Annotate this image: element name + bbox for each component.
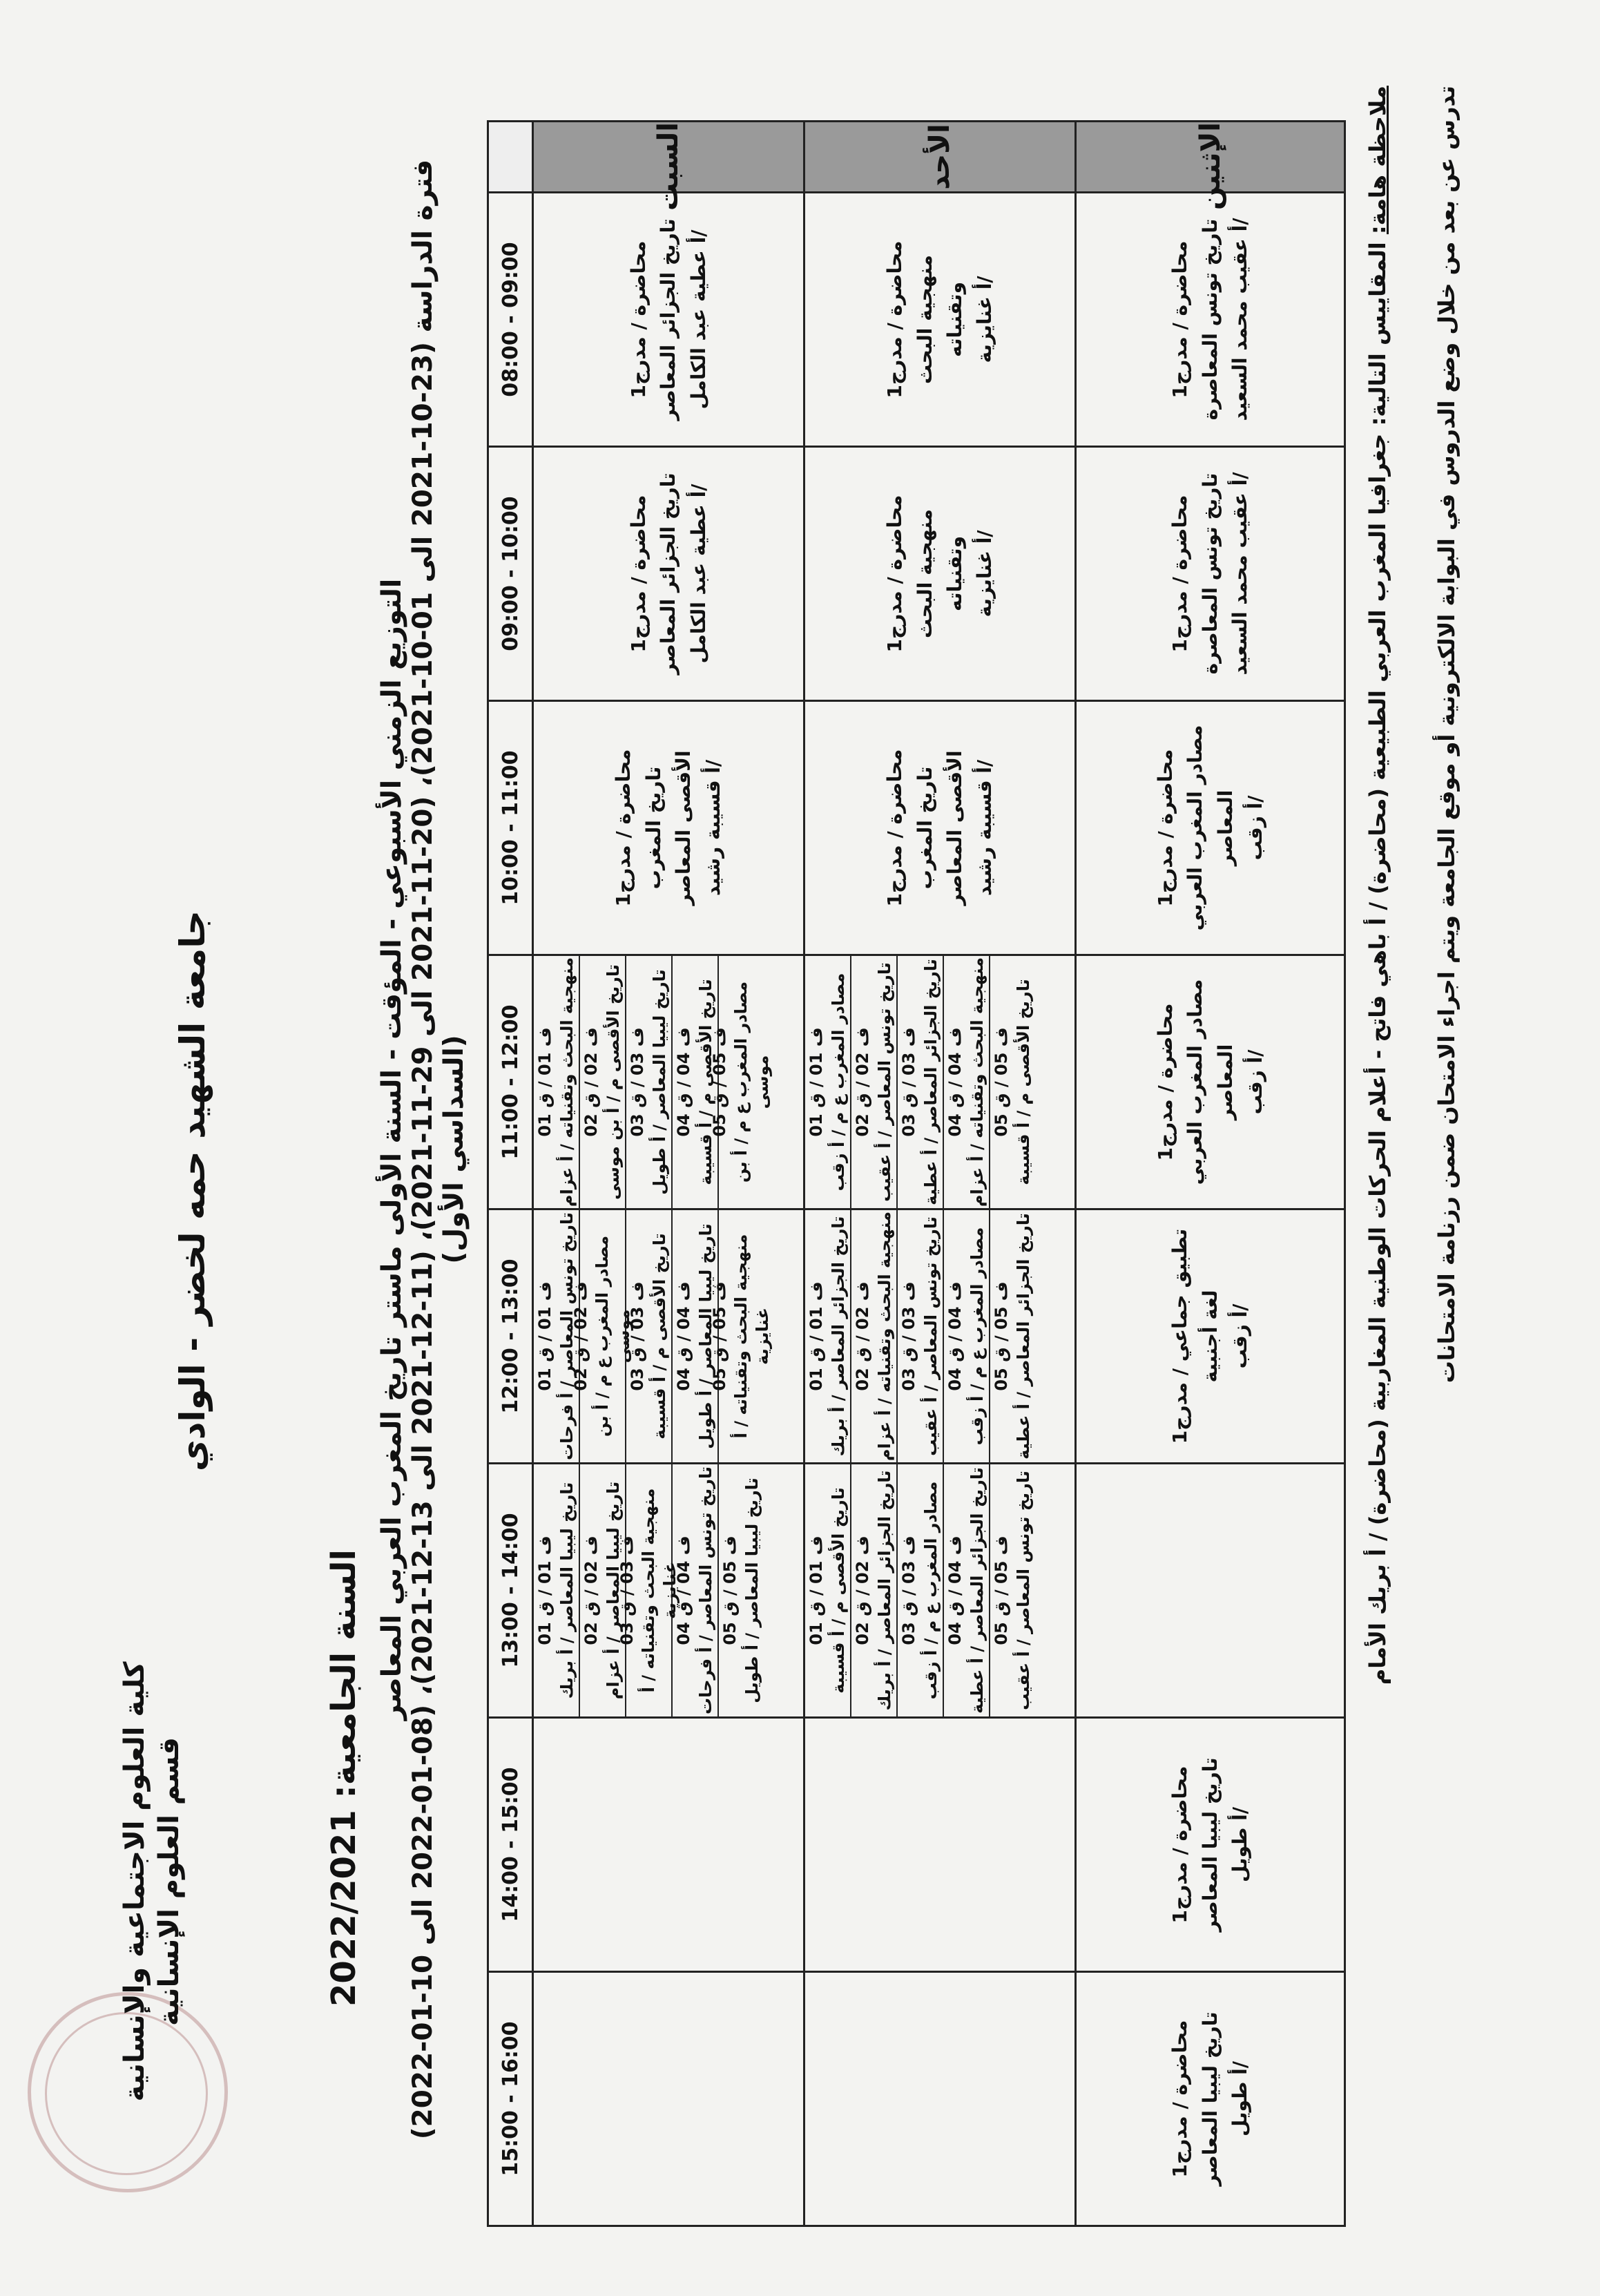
session-line: تاريخ المغرب bbox=[913, 766, 936, 890]
group-module: تاريخ تونس المعاصر / أ فرحات bbox=[557, 1212, 577, 1460]
session-line: محاضرة / مدرج1 bbox=[1153, 1003, 1177, 1161]
time-slot: 14:00 - 15:00 bbox=[488, 1718, 533, 1972]
group-module: تاريخ ليبيا المعاصر / أ طويل bbox=[649, 969, 669, 1195]
group-list bbox=[534, 1464, 803, 1716]
session-line: /أ عطية عبد الكامل bbox=[686, 229, 710, 410]
group-module: تاريخ الجزائر المعاصر / أ بريك bbox=[828, 1216, 848, 1457]
session-cell bbox=[1076, 955, 1345, 1209]
time-slot: 13:00 - 14:00 bbox=[488, 1464, 533, 1718]
group-module: تاريخ الأقصى م / أ بن موسى bbox=[603, 964, 623, 1200]
group-room: ف 01 / ق 01 bbox=[535, 1536, 555, 1645]
group-room: ف 01 / ق 01 bbox=[535, 1281, 555, 1391]
empty-cell bbox=[533, 1972, 804, 2226]
groups-cell bbox=[804, 1464, 1076, 1718]
group-entry bbox=[851, 1210, 898, 1462]
group-module: تاريخ ليبيا المعاصر / أ عزام bbox=[603, 1481, 623, 1700]
group-list bbox=[534, 956, 803, 1208]
session-line: الأقصى المعاصر bbox=[943, 750, 966, 906]
group-entry bbox=[898, 1210, 944, 1462]
session-cell bbox=[1076, 701, 1345, 955]
group-module: تاريخ الجزائر المعاصر / أ عطية bbox=[921, 959, 941, 1205]
empty-cell bbox=[804, 1972, 1076, 2226]
group-module: مصادر المغرب ع م / أ زقب bbox=[828, 973, 848, 1192]
empty-cell bbox=[804, 1718, 1076, 1972]
session-line: مصادر المغرب العربي المعاصر bbox=[1184, 979, 1237, 1185]
group-module: تاريخ ليبيا المعاصر / أ طويل bbox=[695, 1223, 715, 1449]
group-room: ف 03 / ق 03 bbox=[628, 1281, 648, 1391]
group-module: تاريخ تونس المعاصر / أ فرحات bbox=[695, 1466, 715, 1714]
group-entry bbox=[617, 1464, 680, 1716]
session-cell bbox=[1076, 1209, 1345, 1464]
session-cell bbox=[804, 701, 1076, 955]
time-slot: 09:00 - 10:00 bbox=[488, 447, 533, 701]
time-slot: 10:00 - 11:00 bbox=[488, 701, 533, 955]
group-entry bbox=[580, 956, 626, 1208]
group-room: ف 04 / ق 04 bbox=[674, 1281, 694, 1391]
faculty-department bbox=[117, 1571, 186, 2192]
group-module: تاريخ تونس المعاصر / أ عقيب bbox=[921, 1216, 941, 1456]
session-line: الأقصى المعاصر bbox=[672, 750, 695, 906]
group-module: تاريخ الأقصى م / أ قسيبة bbox=[695, 979, 715, 1185]
group-module: مصادر المغرب ع م / أ زقب bbox=[921, 1481, 941, 1700]
session-cell bbox=[1076, 1718, 1345, 1972]
session-line: محاضرة / مدرج1 bbox=[612, 749, 635, 907]
groups-cell bbox=[533, 1464, 804, 1718]
group-module: تاريخ الأقصى م / أ قسيبة bbox=[1013, 979, 1033, 1185]
group-entry bbox=[673, 1464, 719, 1716]
session-line: محاضرة / مدرج1 bbox=[1153, 749, 1177, 907]
group-module: مصادر المغرب ع م / أ زقب bbox=[967, 1227, 987, 1446]
time-slot: 11:00 - 12:00 bbox=[488, 955, 533, 1209]
session-line: /أ غنايزية bbox=[973, 276, 996, 363]
group-entry bbox=[944, 1210, 990, 1462]
session-line: تاريخ تونس المعاصرة bbox=[1198, 218, 1222, 421]
group-list bbox=[805, 1210, 1074, 1462]
groups-cell bbox=[533, 1209, 804, 1464]
time-slot: 08:00 - 09:00 bbox=[488, 193, 533, 447]
timetable-body bbox=[533, 122, 1345, 2226]
session-line: /أ غنايزية bbox=[973, 530, 996, 618]
faculty-name: كلية العلوم الاجتماعية والإنسانية bbox=[119, 1661, 151, 2102]
group-entry bbox=[534, 956, 580, 1208]
day-row bbox=[804, 122, 1076, 2226]
group-room: ف 02 / ق 02 bbox=[581, 1536, 601, 1645]
session-line: تاريخ ليبيا المعاصر bbox=[1198, 2011, 1222, 2186]
session-line: /أ طويل bbox=[1228, 1807, 1252, 1883]
group-module: تاريخ الأقصى م / أ قسيبة bbox=[828, 1487, 848, 1694]
group-module: تاريخ ليبيا المعاصر / أ طويل bbox=[742, 1477, 762, 1703]
group-module: منهجية البحث وتقنياته / أ عزام bbox=[967, 957, 987, 1207]
session-cell bbox=[1076, 1972, 1345, 2226]
group-room: ف 04 / ق 04 bbox=[945, 1281, 965, 1391]
group-entry bbox=[944, 1464, 990, 1716]
group-room: ف 03 / ق 03 bbox=[899, 1536, 919, 1645]
schedule-title bbox=[376, 99, 470, 2199]
groups-cell bbox=[804, 1209, 1076, 1464]
group-room: ف 04 / ق 04 bbox=[945, 1536, 965, 1645]
session-line: تاريخ المغرب bbox=[642, 766, 665, 890]
group-module: منهجية البحث وتقنياته / أ غنايزية bbox=[731, 1234, 773, 1439]
groups-cell bbox=[533, 955, 804, 1209]
day-label: السبت bbox=[533, 122, 804, 193]
group-module: تاريخ الأقصى م / أ قسيبة bbox=[649, 1233, 669, 1439]
session-line: وتقنياته bbox=[943, 282, 966, 357]
group-entry bbox=[626, 956, 673, 1208]
group-entry bbox=[898, 956, 944, 1208]
day-row bbox=[1076, 122, 1345, 2226]
session-line: /أ عقيب محمد السعيد bbox=[1228, 218, 1252, 421]
group-entry bbox=[990, 956, 1035, 1208]
group-entry bbox=[534, 1464, 580, 1716]
session-line: تاريخ تونس المعاصرة bbox=[1198, 472, 1222, 675]
group-entry bbox=[805, 956, 851, 1208]
session-line: محاضرة / مدرج1 bbox=[883, 495, 907, 653]
session-line: تاريخ ليبيا المعاصر bbox=[1198, 1757, 1222, 1932]
group-module: منهجية البحث وتقنياته / أ عزام bbox=[874, 1211, 894, 1462]
session-line: /أ زقب bbox=[1243, 1049, 1266, 1115]
group-room: ف 04 / ق 04 bbox=[674, 1536, 694, 1645]
session-cell bbox=[1076, 193, 1345, 447]
session-line: /أ عطية عبد الكامل bbox=[686, 484, 710, 664]
session-line: /أ عقيب محمد السعيد bbox=[1228, 472, 1252, 676]
session-line: /أ قسيبة رشيد bbox=[973, 759, 996, 897]
group-entry bbox=[719, 1464, 764, 1716]
session-line: /أ طويل bbox=[1228, 2061, 1252, 2137]
group-room: ف 02 / ق 02 bbox=[853, 1281, 873, 1391]
group-entry bbox=[990, 1464, 1035, 1716]
group-entry bbox=[851, 1464, 898, 1716]
important-note-2 bbox=[1429, 86, 1465, 2192]
session-line: منهجية البحث bbox=[913, 255, 936, 384]
session-line: لغة أجنبية bbox=[1198, 1290, 1222, 1383]
session-line: محاضرة / مدرج1 bbox=[1168, 495, 1192, 653]
group-module: منهجية البحث وتقنياته / أ غنايزية bbox=[638, 1488, 680, 1693]
day-row bbox=[533, 122, 804, 2226]
semester-label: (السداسي الأول) bbox=[438, 1035, 470, 1264]
group-entry bbox=[626, 1210, 673, 1462]
group-module: تاريخ تونس المعاصر / أ عقيب bbox=[1013, 1471, 1033, 1710]
time-slot: 12:00 - 13:00 bbox=[488, 1209, 533, 1464]
note-label: ملاحظة هامة: bbox=[1365, 86, 1391, 235]
group-room: ف 05 / ق 05 bbox=[992, 1027, 1012, 1137]
group-list bbox=[805, 1464, 1074, 1716]
session-line: مصادر المغرب العربي bbox=[1184, 725, 1207, 931]
group-room: ف 03 / ق 03 bbox=[617, 1536, 637, 1645]
group-room: ف 02 / ق 02 bbox=[853, 1536, 873, 1645]
session-cell bbox=[804, 447, 1076, 701]
time-header-row bbox=[488, 122, 533, 2226]
university-name: جامعة الشهيد حمه لخضر - الوادي bbox=[173, 910, 213, 1472]
session-line: تطبيق جماعي / مدرج1 bbox=[1168, 1228, 1192, 1444]
department-name: قسم العلوم الإنسانية bbox=[153, 1737, 185, 2026]
session-line: محاضرة / مدرج1 bbox=[1168, 240, 1192, 399]
session-line: محاضرة / مدرج1 bbox=[626, 495, 650, 653]
session-cell bbox=[533, 193, 804, 447]
group-entry bbox=[851, 956, 898, 1208]
group-room: ف 03 / ق 03 bbox=[899, 1027, 919, 1137]
group-module: منهجية البحث وتقنياته / أ عزام bbox=[557, 957, 577, 1207]
group-room: ف 04 / ق 04 bbox=[674, 1027, 694, 1137]
group-list bbox=[805, 956, 1074, 1208]
group-entry bbox=[805, 1464, 851, 1716]
group-room: ف 05 / ق 05 bbox=[709, 1281, 729, 1391]
time-slot: 15:00 - 16:00 bbox=[488, 1972, 533, 2226]
group-entry bbox=[709, 956, 773, 1208]
title-line: التوزيع الزمني الأسبوعي - المؤقت - السنة الأولى ماستر تاريخ المغرب العربي المعاصر bbox=[376, 578, 407, 1721]
group-room: ف 05 / ق 05 bbox=[709, 1027, 729, 1137]
session-line: محاضرة / مدرج1 bbox=[883, 749, 907, 907]
period-line: فترة الدراسة (23-10-2021 الى 01-10-2021)، (20-11-2021 الى 29-11-2021)، (11-12-2021 الى 13-12-2021)، (08-01-2022 الى 10-01-2022) bbox=[407, 159, 438, 2140]
day-label: الإثنين bbox=[1076, 122, 1345, 193]
note-line-2: تدرس عن بعد من خلال وضع الدروس في البوابة الالكترونية أو موقع الجامعة ويتم اجراء الامتحان ضمن رزنامة الامتحانات bbox=[1434, 86, 1460, 1384]
session-line: /أ قسيبة رشيد bbox=[702, 759, 725, 897]
session-line: وتقنياته bbox=[943, 536, 966, 611]
group-room: ف 02 / ق 02 bbox=[853, 1027, 873, 1137]
day-label: الأحد bbox=[804, 122, 1076, 193]
group-entry bbox=[990, 1210, 1035, 1462]
empty-cell bbox=[1076, 1464, 1345, 1718]
group-room: ف 05 / ق 05 bbox=[720, 1536, 740, 1645]
session-line: /أ زقب bbox=[1228, 1303, 1252, 1369]
group-room: ف 03 / ق 03 bbox=[628, 1027, 648, 1137]
session-cell bbox=[1076, 447, 1345, 701]
session-cell bbox=[533, 447, 804, 701]
group-room: ف 03 / ق 03 bbox=[899, 1281, 919, 1391]
group-entry bbox=[709, 1210, 773, 1462]
group-room: ف 05 / ق 05 bbox=[992, 1281, 1012, 1391]
group-list bbox=[534, 1210, 803, 1462]
group-entry bbox=[805, 1210, 851, 1462]
group-module: تاريخ الجزائر المعاصر / أ عطية bbox=[1013, 1213, 1033, 1460]
group-entry bbox=[898, 1464, 944, 1716]
session-line: تاريخ الجزائر المعاصر bbox=[657, 218, 680, 421]
group-room: ف 01 / ق 01 bbox=[807, 1027, 827, 1137]
session-cell bbox=[804, 193, 1076, 447]
group-module: تاريخ الجزائر المعاصر / أ بريك bbox=[874, 1470, 894, 1711]
group-room: ف 04 / ق 04 bbox=[945, 1027, 965, 1137]
groups-cell bbox=[804, 955, 1076, 1209]
session-line: تاريخ الجزائر المعاصر bbox=[657, 472, 680, 675]
group-entry bbox=[944, 956, 990, 1208]
group-module: تاريخ تونس المعاصر / أ عقيب bbox=[874, 962, 894, 1202]
group-entry bbox=[570, 1210, 634, 1462]
timetable bbox=[487, 120, 1346, 2227]
group-module: تاريخ ليبيا المعاصر / أ بريك bbox=[557, 1482, 577, 1699]
group-room: ف 01 / ق 01 bbox=[807, 1536, 827, 1645]
group-module: مصادر المغرب ع م / أ بن موسى bbox=[731, 981, 773, 1183]
note-line-1: المقاييس التالية: جغرافيا المغرب العربي الطبيعية (محاضرة) / أ باهي فاتح - أعلام الحركات الوطنية المغاربية (محاضرة) / أ بريك الأمام bbox=[1365, 242, 1391, 1685]
session-line: محاضرة / مدرج1 bbox=[1168, 1766, 1192, 1924]
corner-cell bbox=[488, 122, 533, 193]
academic-year: السنة الجامعية: 2022/2021 bbox=[325, 1549, 363, 2007]
session-cell bbox=[533, 701, 804, 955]
group-room: ف 02 / ق 02 bbox=[581, 1027, 601, 1137]
session-line: /أ زقب bbox=[1243, 795, 1266, 861]
important-note bbox=[1360, 86, 1396, 2192]
group-room: ف 01 / ق 01 bbox=[535, 1027, 555, 1137]
group-module: مصادر المغرب ع م / أ بن موسى bbox=[592, 1235, 634, 1437]
session-line: محاضرة / مدرج1 bbox=[1168, 2020, 1192, 2178]
session-line: محاضرة / مدرج1 bbox=[626, 240, 650, 399]
session-line: منهجية البحث bbox=[913, 509, 936, 638]
group-room: ف 02 / ق 02 bbox=[570, 1281, 590, 1391]
empty-cell bbox=[533, 1718, 804, 1972]
group-room: ف 05 / ق 05 bbox=[992, 1536, 1012, 1645]
group-module: تاريخ الجزائر المعاصر / أ عطية bbox=[967, 1467, 987, 1714]
group-room: ف 01 / ق 01 bbox=[807, 1281, 827, 1391]
session-line: المعاصر bbox=[1213, 790, 1237, 866]
session-line: محاضرة / مدرج1 bbox=[883, 240, 907, 399]
